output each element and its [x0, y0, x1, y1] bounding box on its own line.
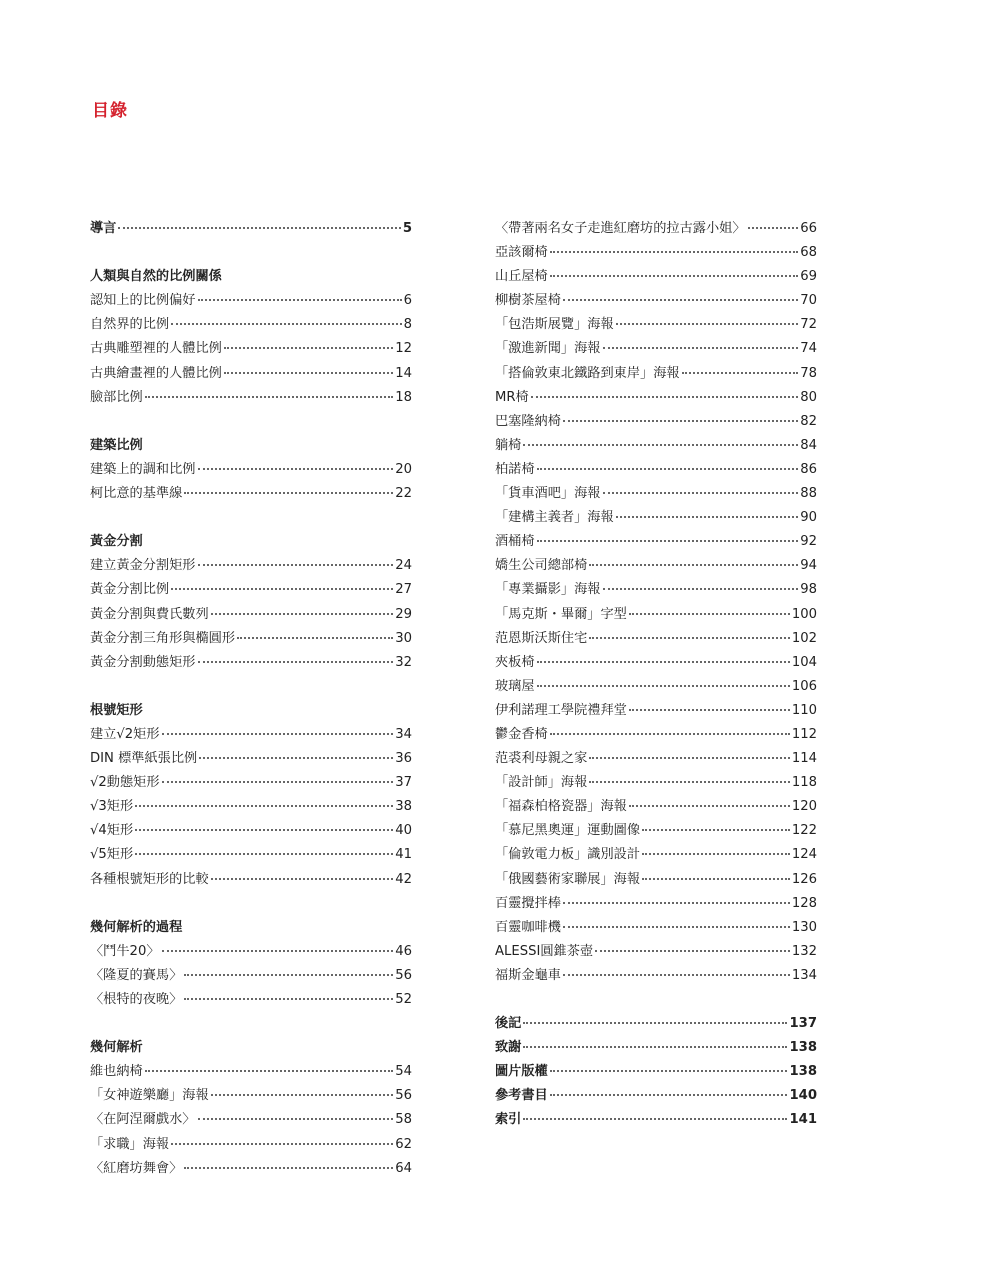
- entry-title: 古典雕塑裡的人體比例: [90, 341, 222, 357]
- entry-title: 〈帶著兩名女子走進紅磨坊的拉古露小姐〉: [495, 221, 746, 236]
- page-number: 140: [789, 1088, 817, 1104]
- dot-leader: [184, 998, 393, 1000]
- dot-leader: [171, 588, 393, 590]
- toc-entry: [90, 1060, 412, 1084]
- dot-leader: [198, 564, 394, 566]
- toc-entry: [495, 651, 817, 675]
- entry-title: 建立√2矩形: [90, 726, 160, 742]
- toc-entry: [495, 892, 817, 916]
- entry-title: 柯比意的基準線: [90, 486, 183, 502]
- toc-entry: [495, 337, 817, 361]
- page-number: 52: [395, 992, 412, 1007]
- toc-entry: [90, 386, 412, 410]
- dot-leader: [550, 275, 798, 277]
- dot-leader: [550, 1070, 788, 1072]
- entry-title: 維也納椅: [90, 1064, 143, 1080]
- page-number: 137: [789, 1016, 817, 1032]
- dot-leader: [199, 757, 393, 759]
- toc-entry: [90, 578, 412, 602]
- toc-entry: [495, 313, 817, 337]
- dot-leader: [595, 950, 790, 952]
- entry-title: 「倫敦電力板」識別設計: [495, 847, 641, 863]
- toc-entry: [90, 747, 412, 771]
- toc-section-heading: [90, 265, 412, 289]
- toc-entry: [495, 868, 817, 892]
- page-number: 54: [395, 1064, 412, 1080]
- toc-entry: [90, 554, 412, 578]
- section-title: 幾何解析: [90, 1040, 143, 1056]
- dot-leader: [537, 468, 799, 470]
- entry-title: 「建構主義者」海報: [495, 510, 614, 526]
- section-title: 幾何解析的過程: [90, 919, 183, 935]
- dot-leader: [135, 853, 393, 855]
- dot-leader: [237, 637, 393, 639]
- section-title: 建築比例: [90, 437, 143, 453]
- dot-leader: [171, 1143, 393, 1145]
- toc-entry: [495, 916, 817, 940]
- section-spacer: [495, 988, 817, 1012]
- toc-section-heading: [90, 916, 412, 940]
- entry-title: 黃金分割與費氏數列: [90, 606, 209, 622]
- dot-leader: [523, 444, 798, 446]
- entry-title: 「激進新聞」海報: [495, 341, 601, 357]
- dot-leader: [642, 853, 790, 855]
- dot-leader: [682, 372, 799, 374]
- entry-title: 酒桶椅: [495, 534, 535, 550]
- toc-entry: [495, 265, 817, 289]
- page-number: 6: [403, 293, 412, 309]
- dot-leader: [162, 733, 394, 735]
- dot-leader: [629, 709, 790, 711]
- toc-entry: [495, 458, 817, 482]
- entry-title: MR椅: [495, 389, 529, 405]
- entry-title: √2動態矩形: [90, 775, 160, 791]
- section-title: 人類與自然的比例關係: [90, 269, 222, 285]
- page-number: 120: [791, 799, 817, 815]
- entry-title: √4矩形: [90, 823, 134, 839]
- page-number: 104: [791, 654, 817, 670]
- dot-leader: [563, 299, 798, 301]
- toc-entry: [495, 506, 817, 530]
- dot-leader: [523, 1022, 787, 1024]
- section-title: 根號矩形: [90, 702, 143, 718]
- toc-entry: [495, 699, 817, 723]
- dot-leader: [629, 805, 790, 807]
- page-number: 68: [800, 245, 817, 261]
- toc-entry: [90, 988, 412, 1012]
- toc-entry: [495, 1012, 817, 1036]
- dot-leader: [224, 372, 393, 374]
- page-number: 141: [789, 1112, 817, 1128]
- dot-leader: [184, 974, 393, 976]
- toc-entry: [90, 771, 412, 795]
- entry-title: 福斯金龜車: [495, 967, 561, 983]
- dot-leader: [589, 781, 790, 783]
- dot-leader: [629, 613, 790, 615]
- toc-entry: [495, 217, 817, 241]
- dot-leader: [616, 323, 799, 325]
- dot-leader: [198, 299, 402, 301]
- page-number: 84: [800, 437, 817, 453]
- dot-leader: [184, 1167, 393, 1169]
- page-number: 27: [395, 582, 412, 598]
- toc-entry: [495, 482, 817, 506]
- page-number: 88: [800, 486, 817, 502]
- dot-leader: [642, 878, 790, 880]
- toc-entry: [495, 603, 817, 627]
- dot-leader: [145, 396, 393, 398]
- entry-title: 柏諾椅: [495, 461, 535, 477]
- dot-leader: [145, 1070, 393, 1072]
- toc-entry: [495, 675, 817, 699]
- toc-entry: [495, 964, 817, 988]
- entry-title: 自然界的比例: [90, 317, 170, 333]
- entry-title: √5矩形: [90, 847, 134, 863]
- toc-entry: [90, 1157, 412, 1181]
- entry-title: 鬱金香椅: [495, 726, 548, 742]
- entry-title: 建築上的調和比例: [90, 461, 196, 477]
- dot-leader: [589, 757, 790, 759]
- page-number: 132: [791, 943, 817, 959]
- entry-title: 范裘利母親之家: [495, 751, 588, 767]
- dot-leader: [603, 588, 799, 590]
- dot-leader: [550, 1094, 788, 1096]
- page-number: 30: [395, 630, 412, 646]
- dot-leader: [135, 805, 393, 807]
- toc-entry: [90, 868, 412, 892]
- dot-leader: [589, 564, 798, 566]
- toc-entry: [90, 651, 412, 675]
- entry-title: 巴塞隆納椅: [495, 413, 561, 429]
- toc-entry: [495, 771, 817, 795]
- section-spacer: [90, 241, 412, 265]
- entry-title: 建立黃金分割矩形: [90, 558, 196, 574]
- dot-leader: [162, 950, 394, 952]
- dot-leader: [523, 1118, 787, 1120]
- toc-entry: [90, 964, 412, 988]
- entry-title: 認知上的比例偏好: [90, 293, 196, 309]
- page-number: 92: [800, 534, 817, 550]
- entry-title: 范恩斯沃斯住宅: [495, 630, 588, 646]
- toc-entry: [90, 603, 412, 627]
- entry-title: 柳樹茶屋椅: [495, 293, 561, 309]
- toc-entry: [90, 723, 412, 747]
- page-number: 82: [800, 413, 817, 429]
- toc-entry: [90, 217, 412, 241]
- dot-leader: [198, 468, 394, 470]
- toc-entry: [495, 723, 817, 747]
- dot-leader: [171, 323, 401, 325]
- page-number: 122: [791, 823, 817, 839]
- toc-entry: [90, 1133, 412, 1157]
- toc-entry: [495, 940, 817, 964]
- page-number: 58: [395, 1112, 412, 1128]
- dot-leader: [563, 926, 790, 928]
- dot-leader: [184, 492, 393, 494]
- entry-title: DIN 標準紙張比例: [90, 751, 198, 767]
- dot-leader: [118, 227, 400, 229]
- page-number: 22: [395, 486, 412, 502]
- page-number: 112: [791, 726, 817, 742]
- entry-title: 黃金分割動態矩形: [90, 654, 196, 670]
- entry-title: 「貨車酒吧」海報: [495, 486, 601, 502]
- entry-title: 〈隆夏的賽馬〉: [90, 967, 183, 983]
- toc-entry: [495, 554, 817, 578]
- entry-title: 黃金分割比例: [90, 582, 170, 598]
- page-number: 32: [395, 654, 412, 670]
- toc-entry: [495, 241, 817, 265]
- dot-leader: [563, 902, 790, 904]
- entry-title: 圖片版權: [495, 1064, 548, 1080]
- toc-entry: [90, 627, 412, 651]
- page-number: 62: [395, 1136, 412, 1152]
- toc-entry: [495, 1108, 817, 1132]
- dot-leader: [523, 1046, 787, 1048]
- dot-leader: [563, 974, 790, 976]
- page-number: 134: [791, 967, 817, 983]
- toc-entry: [90, 819, 412, 843]
- dot-leader: [135, 829, 393, 831]
- page-number: 8: [403, 317, 412, 333]
- section-spacer: [90, 675, 412, 699]
- toc-entry: [90, 289, 412, 313]
- entry-title: 玻璃屋: [495, 678, 535, 694]
- entry-title: 嬌生公司總部椅: [495, 558, 588, 574]
- page-number: 78: [800, 365, 817, 381]
- dot-leader: [224, 347, 393, 349]
- page-number: 130: [791, 919, 817, 935]
- entry-title: 「俄國藝術家聯展」海報: [495, 871, 641, 887]
- dot-leader: [537, 661, 790, 663]
- toc-entry: [495, 627, 817, 651]
- entry-title: 〈根特的夜晚〉: [90, 992, 183, 1007]
- dot-leader: [537, 540, 799, 542]
- dot-leader: [211, 878, 394, 880]
- page-number: 80: [800, 389, 817, 405]
- toc-entry: [495, 434, 817, 458]
- entry-title: 躺椅: [495, 437, 522, 453]
- entry-title: 後記: [495, 1016, 522, 1032]
- entry-title: 各種根號矩形的比較: [90, 871, 209, 887]
- toc-entry: [90, 795, 412, 819]
- entry-title: 「求職」海報: [90, 1136, 170, 1152]
- dot-leader: [211, 1094, 394, 1096]
- toc-entry: [495, 1060, 817, 1084]
- page-number: 118: [791, 775, 817, 791]
- page-number: 138: [789, 1064, 817, 1080]
- entry-title: 「搭倫敦東北鐵路到東岸」海報: [495, 365, 680, 381]
- toc-entry: [495, 795, 817, 819]
- entry-title: 「慕尼黑奧運」運動圖像: [495, 823, 641, 839]
- toc-entry: [90, 458, 412, 482]
- entry-title: 伊利諾理工學院禮拜堂: [495, 702, 627, 718]
- section-spacer: [90, 892, 412, 916]
- dot-leader: [531, 396, 798, 398]
- entry-title: 「包浩斯展覽」海報: [495, 317, 614, 333]
- dot-leader: [603, 492, 799, 494]
- entry-title: 索引: [495, 1112, 522, 1128]
- dot-leader: [537, 685, 790, 687]
- page-number: 14: [395, 365, 412, 381]
- dot-leader: [550, 733, 790, 735]
- entry-title: 〈鬥牛20〉: [90, 943, 160, 959]
- dot-leader: [162, 781, 394, 783]
- dot-leader: [198, 661, 394, 663]
- toc-entry: [495, 747, 817, 771]
- entry-title: ALESSI圓錐茶壺: [495, 943, 594, 959]
- page-number: 38: [395, 799, 412, 815]
- page-number: 100: [791, 606, 817, 622]
- entry-title: 百靈咖啡機: [495, 919, 561, 935]
- entry-title: 致謝: [495, 1040, 522, 1056]
- entry-title: √3矩形: [90, 799, 134, 815]
- toc-entry: [90, 313, 412, 337]
- toc-entry: [495, 1084, 817, 1108]
- page-number: 56: [395, 1088, 412, 1104]
- page-title: 目錄: [92, 101, 128, 121]
- toc-entry: [495, 289, 817, 313]
- entry-title: 臉部比例: [90, 389, 143, 405]
- page-number: 72: [800, 317, 817, 333]
- toc-entry: [495, 410, 817, 434]
- page-number: 42: [395, 871, 412, 887]
- entry-title: 亞該爾椅: [495, 245, 548, 261]
- toc-entry: [495, 530, 817, 554]
- entry-title: 黃金分割三角形與橢圓形: [90, 630, 236, 646]
- toc-entry: [90, 940, 412, 964]
- entry-title: 導言: [90, 221, 117, 236]
- toc-entry: [495, 819, 817, 843]
- toc-entry: [90, 1108, 412, 1132]
- toc-entry: [495, 578, 817, 602]
- toc-entry: [90, 482, 412, 506]
- entry-title: 〈在阿涅爾戲水〉: [90, 1112, 196, 1128]
- page-number: 98: [800, 582, 817, 598]
- toc-section-heading: [90, 530, 412, 554]
- page-number: 18: [395, 389, 412, 405]
- dot-leader: [211, 613, 394, 615]
- page-number: 40: [395, 823, 412, 839]
- page-number: 66: [800, 221, 817, 236]
- entry-title: 參考書目: [495, 1088, 548, 1104]
- dot-leader: [748, 227, 799, 229]
- page-number: 56: [395, 967, 412, 983]
- toc-entry: [495, 386, 817, 410]
- page-number: 12: [395, 341, 412, 357]
- dot-leader: [550, 251, 798, 253]
- section-spacer: [90, 506, 412, 530]
- entry-title: 「馬克斯・畢爾」字型: [495, 606, 627, 622]
- page-number: 90: [800, 510, 817, 526]
- page-number: 86: [800, 461, 817, 477]
- entry-title: 〈紅磨坊舞會〉: [90, 1160, 183, 1176]
- toc-section-heading: [90, 1036, 412, 1060]
- entry-title: 「專業攝影」海報: [495, 582, 601, 598]
- dot-leader: [589, 637, 790, 639]
- toc-section-heading: [90, 434, 412, 458]
- dot-leader: [198, 1118, 394, 1120]
- page-number: 36: [395, 751, 412, 767]
- page-number: 46: [395, 943, 412, 959]
- page-number: 5: [402, 221, 412, 236]
- page-number: 34: [395, 726, 412, 742]
- page-number: 64: [395, 1160, 412, 1176]
- page-number: 37: [395, 775, 412, 791]
- toc-entry: [90, 362, 412, 386]
- entry-title: 「設計師」海報: [495, 775, 588, 791]
- page-number: 41: [395, 847, 412, 863]
- section-spacer: [90, 410, 412, 434]
- dot-leader: [563, 420, 798, 422]
- toc-entry: [90, 1084, 412, 1108]
- toc-entry: [495, 362, 817, 386]
- toc-entry: [90, 843, 412, 867]
- page-number: 106: [791, 678, 817, 694]
- page-number: 102: [791, 630, 817, 646]
- dot-leader: [603, 347, 799, 349]
- entry-title: 古典繪畫裡的人體比例: [90, 365, 222, 381]
- toc-column-left: [90, 217, 412, 1181]
- page-number: 29: [395, 606, 412, 622]
- page-number: 126: [791, 871, 817, 887]
- page-number: 128: [791, 895, 817, 911]
- toc-entry: [495, 1036, 817, 1060]
- toc-entry: [495, 843, 817, 867]
- entry-title: 山丘屋椅: [495, 269, 548, 285]
- page-number: 110: [791, 702, 817, 718]
- dot-leader: [616, 516, 799, 518]
- toc-column-right: [495, 217, 817, 1133]
- page-number: 124: [791, 847, 817, 863]
- page-number: 20: [395, 461, 412, 477]
- toc-entry: [90, 337, 412, 361]
- page-number: 24: [395, 558, 412, 574]
- page-number: 114: [791, 751, 817, 767]
- page-number: 94: [800, 558, 817, 574]
- page-number: 74: [800, 341, 817, 357]
- dot-leader: [642, 829, 790, 831]
- page-number: 138: [789, 1040, 817, 1056]
- page-number: 69: [800, 269, 817, 285]
- section-title: 黃金分割: [90, 534, 143, 550]
- entry-title: 「福森柏格瓷器」海報: [495, 799, 627, 815]
- entry-title: 百靈攪拌棒: [495, 895, 561, 911]
- page-number: 70: [800, 293, 817, 309]
- entry-title: 夾板椅: [495, 654, 535, 670]
- entry-title: 「女神遊樂廳」海報: [90, 1088, 209, 1104]
- section-spacer: [90, 1012, 412, 1036]
- toc-section-heading: [90, 699, 412, 723]
